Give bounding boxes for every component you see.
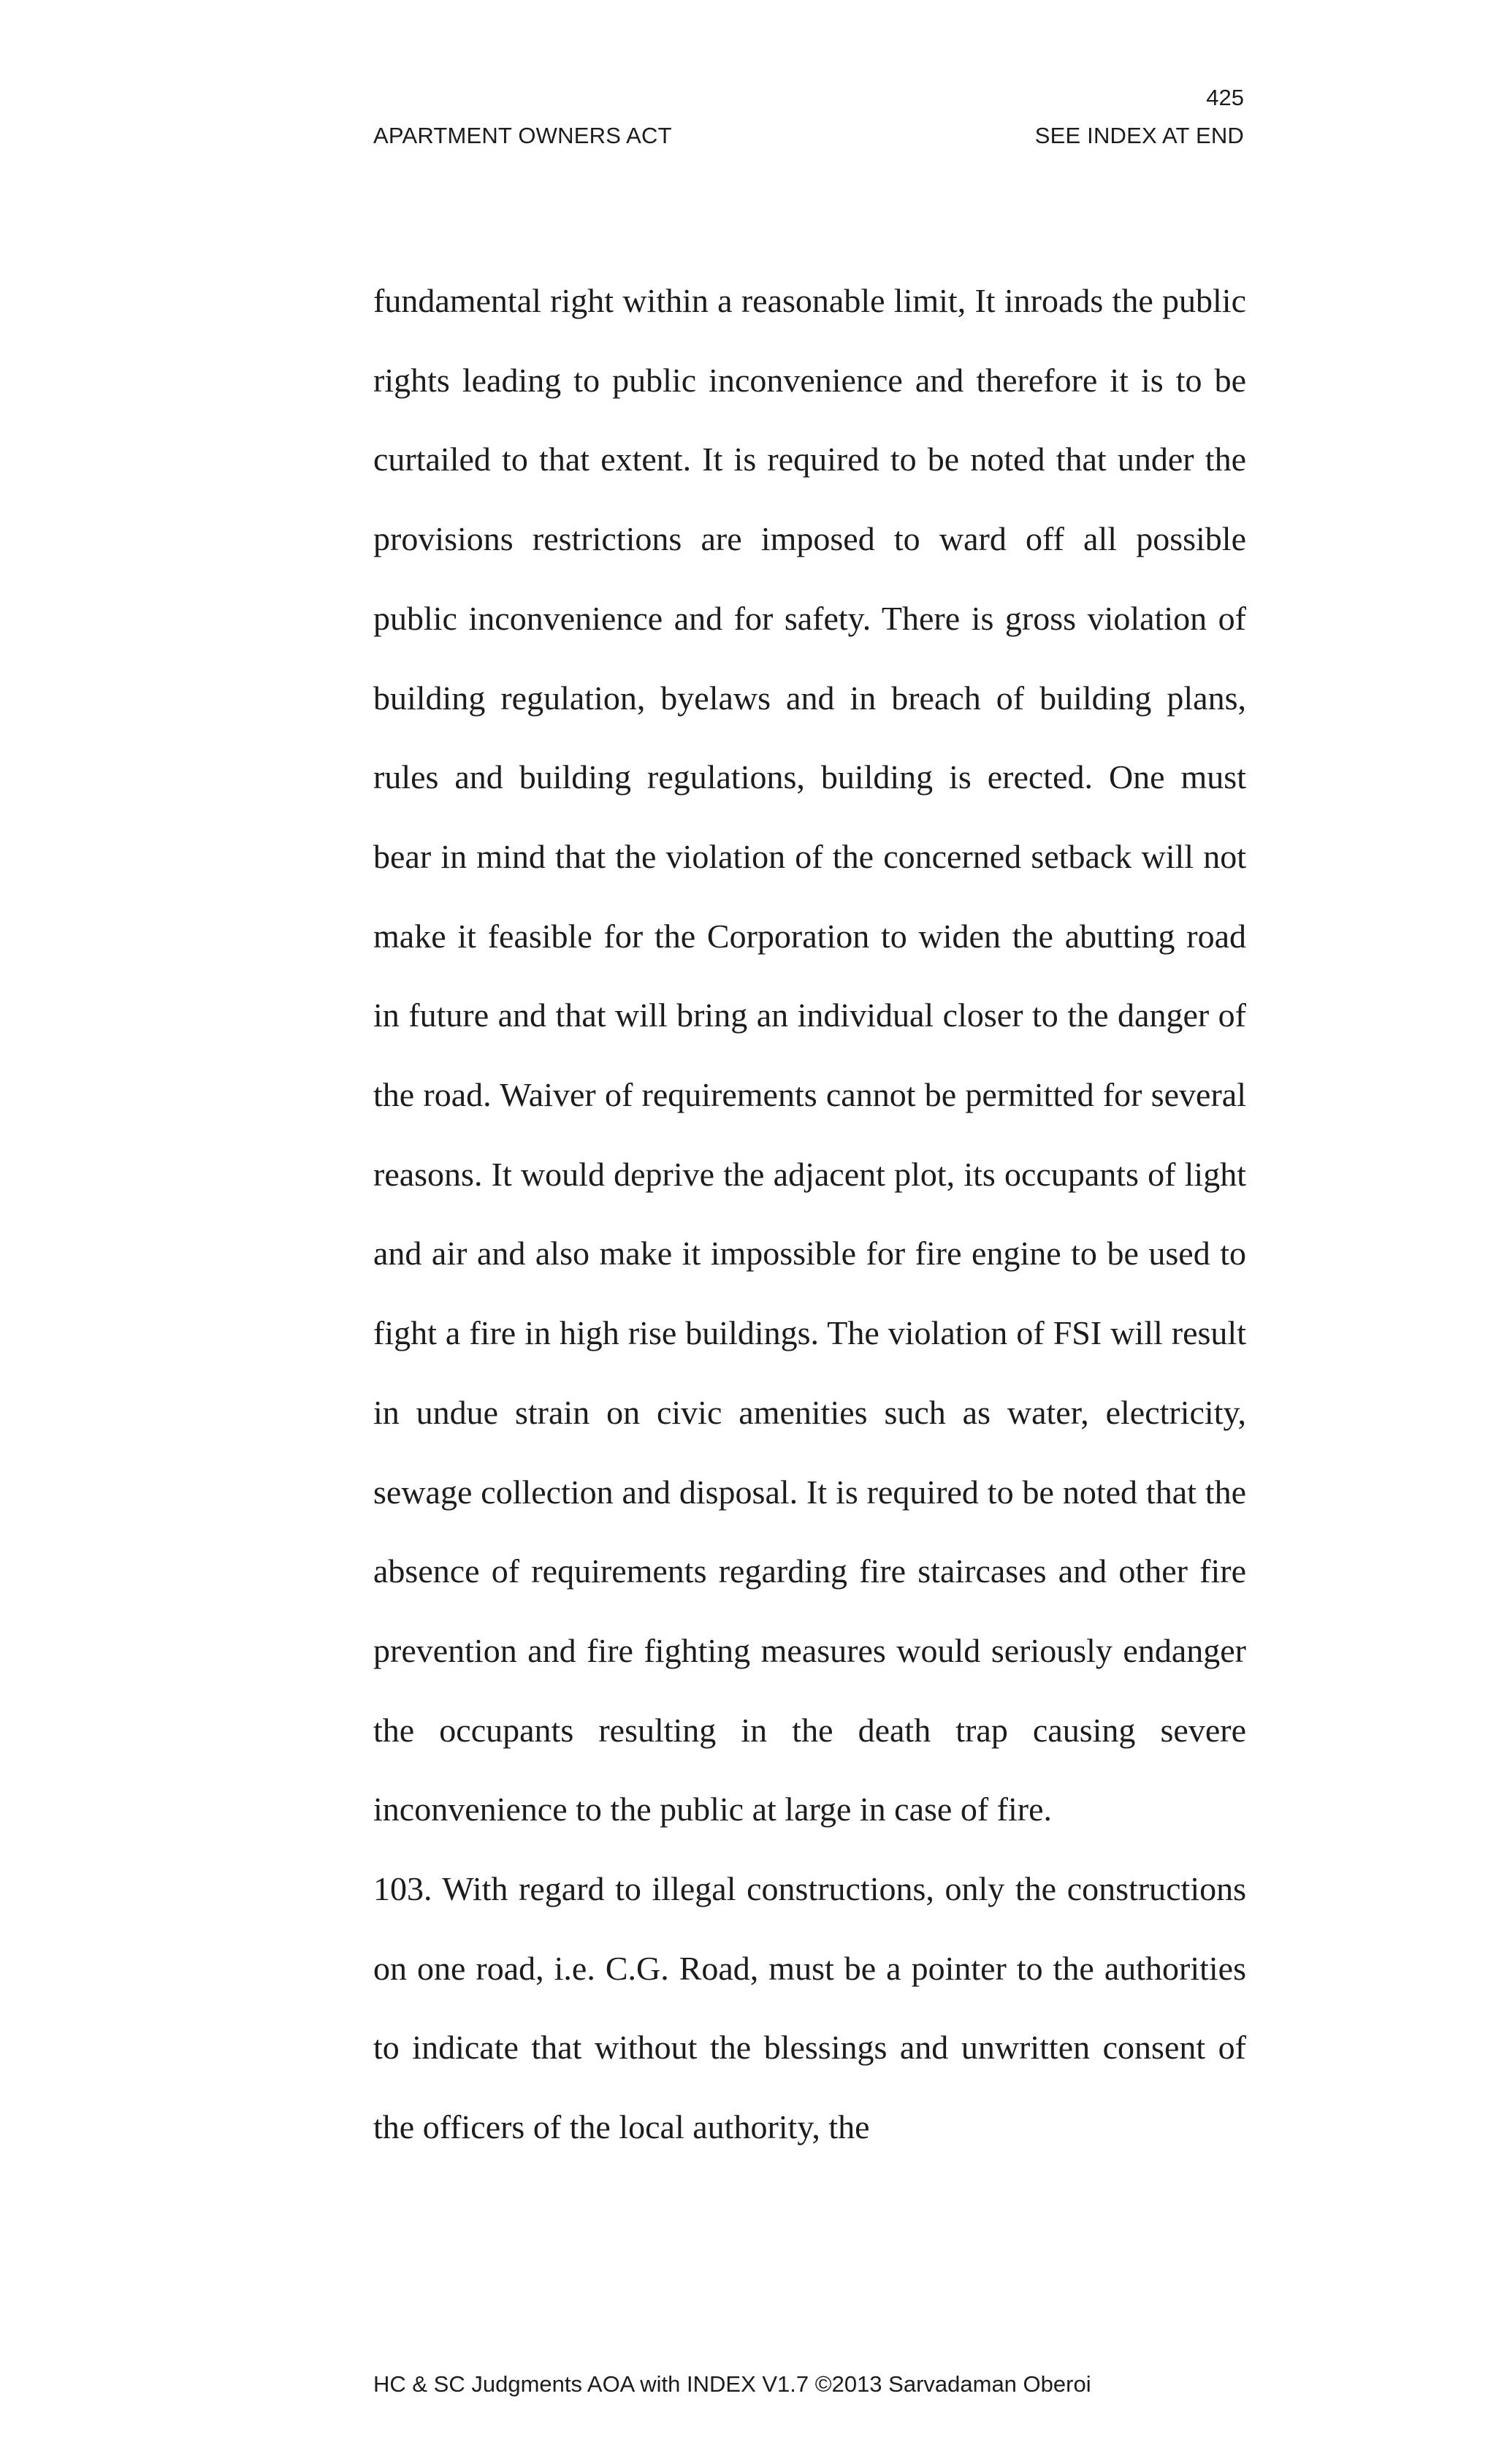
page-footer: HC & SC Judgments AOA with INDEX V1.7 ©2013 Sarvadaman Oberoi [373,2371,1091,2397]
running-header-title: APARTMENT OWNERS ACT [373,123,672,148]
paragraph-number: 103. [373,1870,432,1908]
paragraph-continuation: fundamental right within a reasonable limit, It inroads the public rights leading to public inconvenience and therefore it is to be curtailed to that extent. It is required to be noted that under the provisions restrictions are imposed to ward off all possible public inconvenience and for safety. There is gross violation of building regulation, byelaws and in breach of building plans, rules and building regulations, building is erected. One must bear in mind that the violation of the concerned setback will not make it feasible for the Corporation to widen the abutting road in future and that will bring an individual closer to the danger of the road. Waiver of requirements cannot be permitted for several reasons. It would deprive the adjacent plot, its occupants of light and air and also make it impossible for fire engine to be used to fight a fire in high rise buildings. The violation of FSI will result in undue strain on civic amenities such as water, electricity, sewage collection and disposal. It is required to be noted that the absence of requirements regarding fire staircases and other fire prevention and fire fighting measures would seriously endanger the occupants resulting in the death trap causing severe inconvenience to the public at large in case of fire. [373,282,1246,1828]
running-header-index-note: SEE INDEX AT END [1034,123,1244,148]
page-number: 425 [1206,85,1244,110]
document-body [373,262,1246,2167]
paragraph-103-text: With regard to illegal constructions, only the constructions on one road, i.e. C.G. Road, must be a pointer to the authorities to indicate that without the blessings and unwritten consent of the officers of the local authority, the [373,1870,1247,2146]
paragraph-103 [373,1850,1246,2167]
